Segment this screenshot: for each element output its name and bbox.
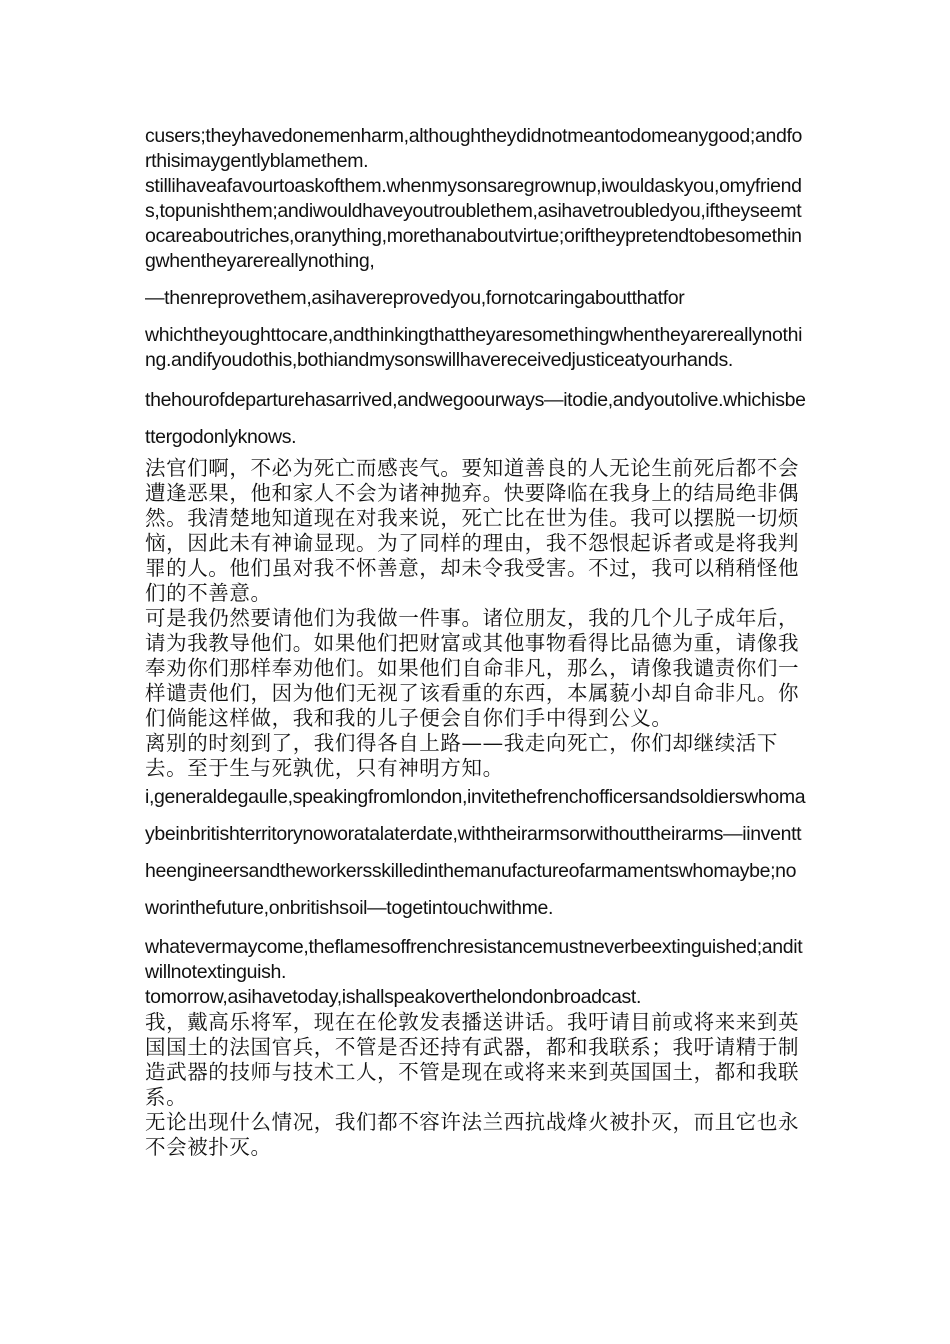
paragraph-zh-1: 法官们啊，不必为死亡而感丧气。要知道善良的人无论生前死后都不会遭逢恶果，他和家人不会为诸神抛弃。快要降临在我身上的结局绝非偶然。我清楚地知道现在对我来说，死亡比在世为佳。我可以摆脱一切烦恼，因此未有神谕显现。为了同样的理由，我不怨恨起诉者或是将我判罪的人。他们虽对我不怀善意，却未令我受害。不过，我可以稍稍怪他们的不善意。: [145, 456, 800, 605]
paragraph-en-4: whichtheyoughttocare,andthinkingthattheyaresomethingwhentheyarereallynothing.andifyoudothis,bothiandmysonswillhavereceivedjusticeatyourhands.: [145, 324, 803, 371]
paragraph-en-6: i,generaldegaulle,speakingfromlondon,invitethefrenchofficersandsoldierswhomaybeinbritishterritorynoworatalaterdate,withtheirarmsorwithouttheirarms—iinventtheengineersandtheworkersskilledinthemanufactureofarmamentswhomaybe;noworinthefuture,onbritishsoil—togetintouchwithme.: [145, 786, 806, 919]
paragraph-en-8: tomorrow,asihavetoday,ishallspeakoverthelondonbroadcast.: [145, 986, 642, 1008]
paragraph-en-1: cusers;theyhavedonemenharm,althoughtheydidnotmeantodomeanygood;andforthisimaygentlyblamethem.: [145, 125, 803, 172]
paragraph-en-3: —thenreprovethem,asihavereprovedyou,fornotcaringaboutthatfor: [145, 287, 685, 309]
paragraph-zh-2: 可是我仍然要请他们为我做一件事。诸位朋友，我的几个儿子成年后，请为我教导他们。如果他们把财富或其他事物看得比品德为重，请像我奉劝你们那样奉劝他们。如果他们自命非凡，那么，请像我谴责你们一样谴责他们，因为他们无视了该看重的东西，本属藐小却自命非凡。你们倘能这样做，我和我的儿子便会自你们手中得到公义。: [145, 606, 800, 730]
document-body: [145, 124, 807, 1160]
paragraph-en-2: stillihaveafavourtoaskofthem.whenmysonsaregrownup,iwouldaskyou,omyfriends,topunishthem;andiwouldhaveyoutroublethem,asihavetroubledyou,iftheyseemtocareaboutriches,oranything,morethanaboutvirtue;oriftheypretendtobesomethingwhentheyarereallynothing,: [145, 175, 802, 272]
paragraph-zh-3: 离别的时刻到了，我们得各自上路——我走向死亡，你们却继续活下去。至于生与死孰优，只有神明方知。: [145, 731, 778, 780]
paragraph-en-5: thehourofdeparturehasarrived,andwegoourways—itodie,andyoutolive.whichisbettergodonlyknows.: [145, 389, 806, 448]
paragraph-zh-5: 无论出现什么情况，我们都不容许法兰西抗战烽火被扑灭，而且它也永不会被扑灭。: [145, 1110, 800, 1159]
paragraph-en-7: whatevermaycome,theflamesoffrenchresistancemustneverbeextinguished;anditwillnotextinguish.: [145, 936, 803, 983]
paragraph-zh-4: 我，戴高乐将军，现在在伦敦发表播送讲话。我吁请目前或将来来到英国国土的法国官兵，不管是否还持有武器，都和我联系；我吁请精于制造武器的技师与技术工人，不管是现在或将来来到英国国土，都和我联系。: [145, 1010, 800, 1109]
